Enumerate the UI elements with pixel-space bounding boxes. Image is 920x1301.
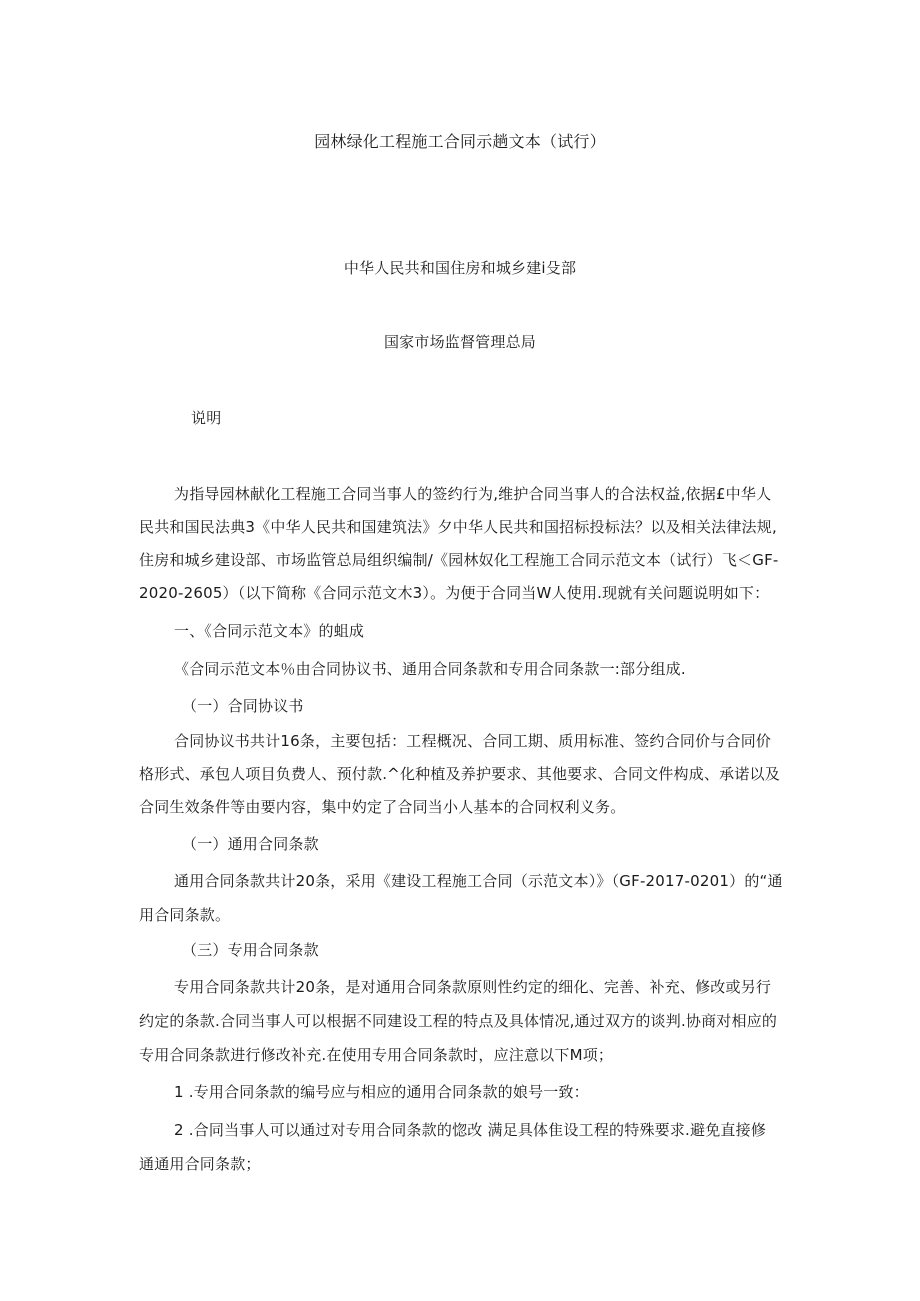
subheading-special-terms: （三）专用合同条款 [182,941,319,959]
agreement-line-2: 格形式、承包人项目负费人、预付款.^化种植及养护要求、其他要求、合同文件构成、承诺以及 [139,765,780,783]
list-item-2-line-2: 通通用合同条款； [139,1155,261,1173]
issuer-administration: 国家市场监督管理总局 [383,333,536,351]
list-item-1: 1 .专用合同条款的编号应与相应的通用合同条款的娘号一致： [174,1083,589,1101]
section-label: 说明 [191,409,222,427]
intro-line-3: 住房和城乡建设部、市场监管总局组织编制/《园林奴化工程施工合同示范文本（试行）飞＜GF- [139,551,779,569]
general-terms-line-1: 通用合同条款共计20条，采用《建设工程施工合同（示范文本）》（GF-2017-0201）的“通 [174,872,783,890]
intro-line-1: 为指导园林献化工程施工合同当事人的签约行为,维护合同当事人的合法权益,依据£中华人 [174,485,772,503]
subheading-agreement: （一）合同协议书 [182,697,304,715]
general-terms-line-2: 用合同条款。 [139,906,231,924]
agreement-line-3: 合同生效条件等由要内容，集中妁定了合同当小人基本的合同权利义务。 [139,798,626,816]
special-terms-line-2: 约定的条款.合同当事人可以根据不同建设工程的特点及具体情况,通过双方的谈判.协商对相应的 [139,1012,778,1030]
list-item-2-line-1: 2 .合同当事人可以通过对专用合同条款的惚改 满足具体隹设工程的特殊要求.避免直接修 [174,1121,767,1139]
document-title: 园林绿化工程施工合同示趟文本（试行） [314,132,606,151]
issuer-ministry: 中华人民共和国住房和城乡建i殳部 [343,259,577,277]
special-terms-line-1: 专用合同条款共计20条，是对通用合同条款原则性约定的细化、完善、补充、修改或另行 [174,978,772,996]
composition-text: 《合同示范文本％由合同协议书、通用合同条款和专用合同条款一:部分组成. [174,660,686,678]
subheading-general-terms: （一）通用合同条款 [182,835,319,853]
intro-line-2: 民共和国民法典3《中华人民共和国建筑法》夕中华人民共和国招标投标法？以及相关法律法规, [139,518,777,536]
agreement-line-1: 合同协议书共计16条，主要包括：工程概况、合同工期、质用标准、签约合同价与合同价 [174,732,772,750]
intro-line-4: 2020-2605）（以下简称《合同示范文木3）。为便于合同当W人使用.现就有关问题说明如下： [139,584,770,602]
special-terms-line-3: 专用合同条款进行修改补充.在使用专用合同条款时，应注意以下M项； [139,1046,614,1064]
heading-composition: 一、《合同示范文本》的蛆成 [174,622,365,640]
